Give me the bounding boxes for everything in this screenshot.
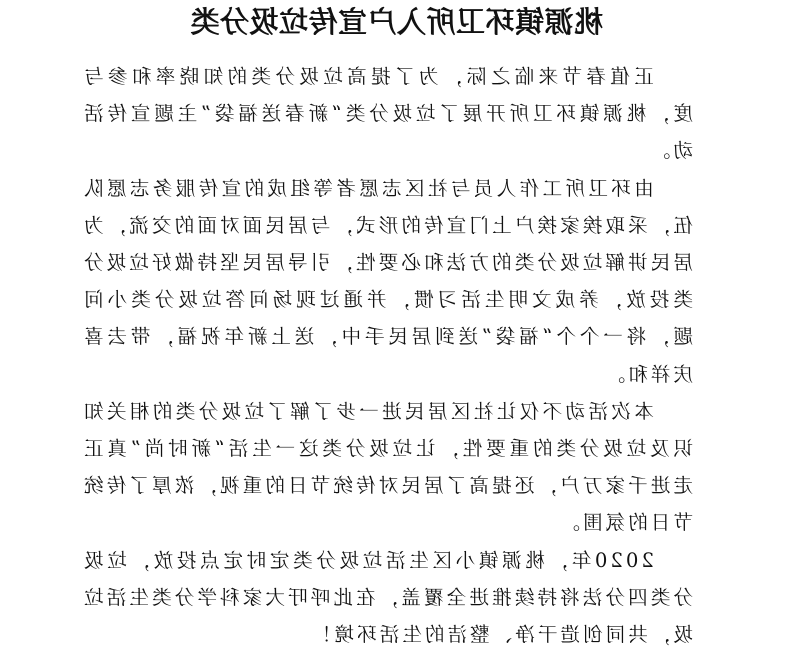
paragraph: 由环卫所工作人员与社区志愿者等组成的宣传服务志愿队伍，采取挨家挨户上门宣传的形式，与居民面对面的交流，为居民讲解垃圾分类的方法和必要性，引导居民坚持做好垃圾分类投放，养成文明生活习惯，并通过现场问答垃圾分类小问题，将一个个“福袋”送到居民手中，送上新年祝福，带去喜庆祥和。 bbox=[81, 176, 693, 386]
paragraph: 正值春节来临之际，为了提高垃圾分类的知晓率和参与度，桃源镇环卫所开展了垃圾分类“新春送福袋”主题宣传活动。 bbox=[81, 65, 693, 163]
article-body bbox=[81, 58, 693, 653]
page-title: 桃源镇环卫所入户宣传垃圾分类 bbox=[190, 5, 604, 39]
paragraph: 2020年，桃源镇小区生活垃圾分类定时定点投放，垃圾分类四分法将持续推进全覆盖，在此呼吁大家科学分类生活垃圾，共同创造干净、整洁的生活环境！ bbox=[81, 548, 693, 647]
paragraph: 本次活动不仅让社区居民进一步了解了垃圾分类的相关知识及垃圾分类的重要性，让垃圾分类这一生活“新时尚”真正走进千家万户，还提高了居民对传统节日的重视，浓厚了传统节日的氛围。 bbox=[81, 399, 693, 535]
